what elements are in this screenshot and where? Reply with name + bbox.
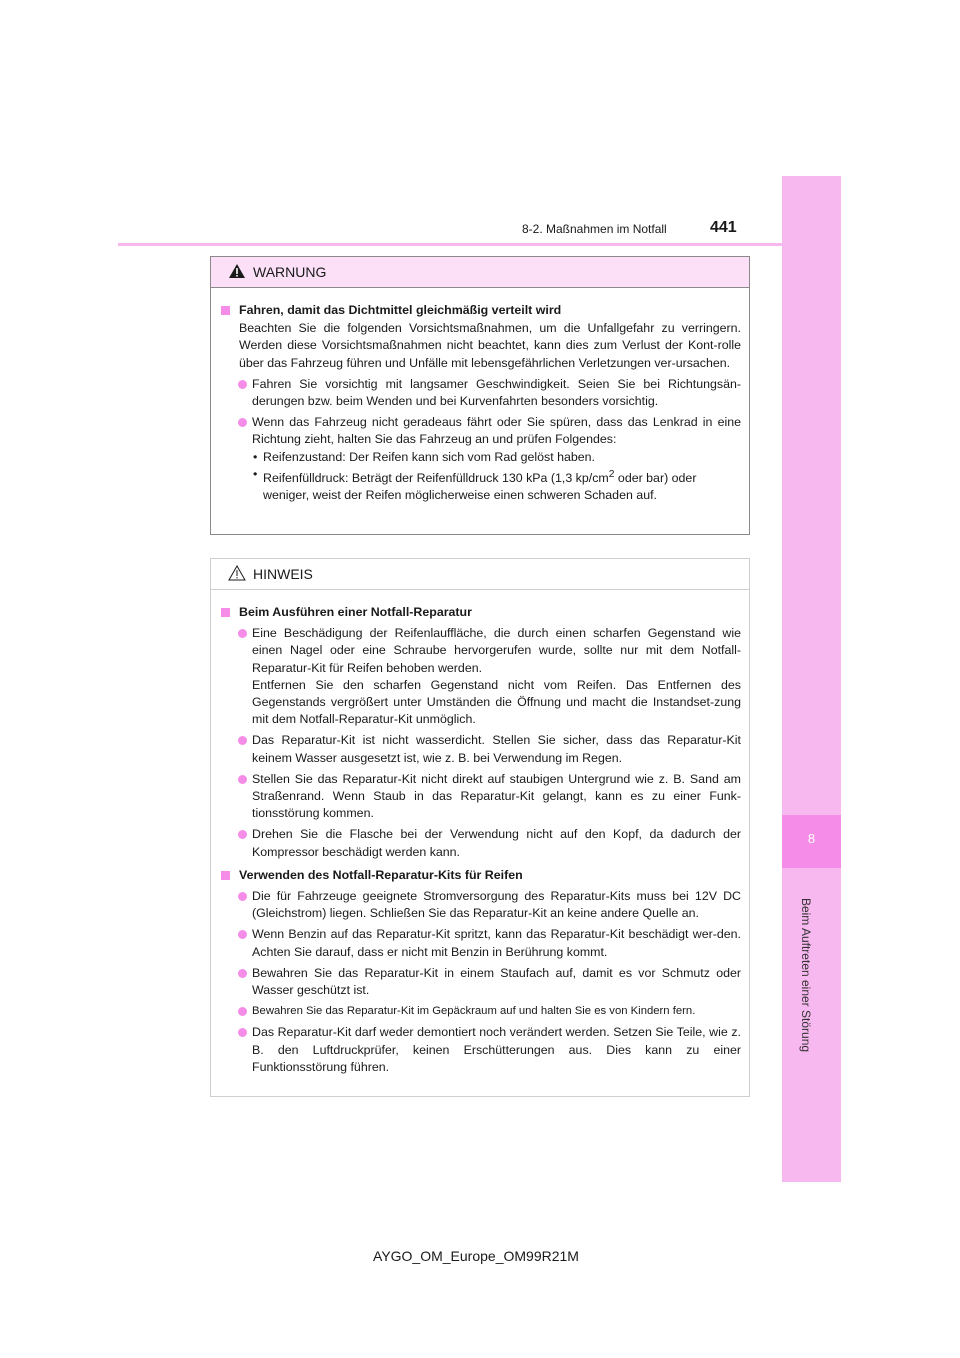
hint-heading-repair: Beim Ausführen einer Notfall-Reparatur xyxy=(221,604,741,621)
warning-header xyxy=(211,257,749,288)
round-bullet-icon xyxy=(238,892,247,901)
caution-outline-icon xyxy=(228,565,246,584)
document-footer: AYGO_OM_Europe_OM99R21M xyxy=(373,1248,579,1264)
round-bullet-icon xyxy=(238,775,247,784)
chapter-number: 8 xyxy=(807,831,816,846)
small-bullet-icon: • xyxy=(253,449,258,464)
round-bullet-icon xyxy=(238,830,247,839)
list-item: Das Reparatur-Kit darf weder demontiert noch verändert werden. Setzen Sie Teile, wie z. B. den Luftdruckprüfer, keinen Erschütterungen aus. Dies kann zu einer Funktionsstörung führen. xyxy=(221,1024,741,1076)
round-bullet-icon xyxy=(238,380,247,389)
page-number: 441 xyxy=(710,219,737,236)
sub-list-item: • Reifenzustand: Der Reifen kann sich vom Rad gelöst haben. xyxy=(221,449,741,466)
chapter-label-wrap xyxy=(796,880,816,1070)
hint-heading-usage: Verwenden des Notfall-Reparatur-Kits für Reifen xyxy=(221,867,741,884)
warning-intro: Beachten Sie die folgenden Vorsichtsmaßnahmen, um die Unfallgefahr zu verringern. Werden diese Vorsichtsmaßnahmen nicht beachtet, kann dies zum Verlust der Kont-rolle über das Fahrzeug führen und Unfälle mit lebensgefährlichen Verletzungen ver-ursachen. xyxy=(239,321,741,370)
list-item: Bewahren Sie das Reparatur-Kit im Gepäckraum auf und halten Sie es von Kindern fern. xyxy=(221,1003,741,1020)
round-bullet-icon xyxy=(238,736,247,745)
round-bullet-icon xyxy=(238,969,247,978)
warning-heading: Fahren, damit das Dichtmittel gleichmäßig verteilt wird xyxy=(221,302,741,319)
list-item: Drehen Sie die Flasche bei der Verwendung nicht auf den Kopf, da dadurch der Kompressor beschädigt werden kann. xyxy=(221,826,741,860)
warning-box xyxy=(210,256,750,535)
square-bullet-icon xyxy=(221,306,230,315)
warning-title: WARNUNG xyxy=(253,264,327,280)
list-item: Wenn Benzin auf das Reparatur-Kit spritzt, kann das Reparatur-Kit beschädigt wer-den. Achten Sie darauf, dass er nicht mit Benzin in Berührung kommt. xyxy=(221,926,741,960)
round-bullet-icon xyxy=(238,629,247,638)
small-bullet-icon: • xyxy=(253,466,258,481)
list-item: Die für Fahrzeuge geeignete Stromversorgung des Reparatur-Kits muss bei 12V DC (Gleichstrom) liegen. Schließen Sie das Reparatur-Kit an keine andere Quelle an. xyxy=(221,888,741,922)
list-item: Das Reparatur-Kit ist nicht wasserdicht. Stellen Sie sicher, dass das Reparatur-Kit keinem Wasser ausgesetzt ist, wie z. B. bei Verwendung im Regen. xyxy=(221,732,741,766)
list-item: Eine Beschädigung der Reifenlauffläche, die durch einen scharfen Gegenstand wie einen Nagel oder eine Schraube hervorgerufen wurde, sollte nur mit dem Notfall-Reparatur-Kit für Reifen behoben werden. Entfernen Sie den scharfen Gegenstand nicht vom Reifen. Das Entfernen des Gegenstands vergrößert unter Umständen die Öffnung und macht die Instandset-zung mit dem Notfall-Reparatur-Kit unmöglich. xyxy=(221,625,741,728)
round-bullet-icon xyxy=(238,418,247,427)
list-item: Wenn das Fahrzeug nicht geradeaus fährt oder Sie spüren, dass das Lenkrad in eine Richtung zieht, halten Sie das Fahrzeug an und prüfen Folgendes: xyxy=(221,414,741,448)
list-item: Bewahren Sie das Reparatur-Kit in einem Staufach auf, damit es vor Schmutz oder Wasser geschützt ist. xyxy=(221,965,741,999)
list-item: Stellen Sie das Reparatur-Kit nicht direkt auf staubigen Untergrund wie z. B. Sand am Straßenrand. Wenn Staub in das Reparatur-Kit gelangt, kann es zu einer Funk-tionsstörung kommen. xyxy=(221,771,741,823)
section-title: 8-2. Maßnahmen im Notfall xyxy=(522,222,667,236)
square-bullet-icon xyxy=(221,608,230,617)
hint-header xyxy=(211,559,749,590)
hint-box xyxy=(210,558,750,1097)
round-bullet-icon xyxy=(238,1007,247,1016)
chapter-number-tab xyxy=(782,815,841,868)
round-bullet-icon xyxy=(238,930,247,939)
header-rule xyxy=(118,243,782,246)
square-bullet-icon xyxy=(221,871,230,880)
round-bullet-icon xyxy=(238,1028,247,1037)
warning-triangle-icon xyxy=(228,263,246,282)
list-item: Fahren Sie vorsichtig mit langsamer Geschwindigkeit. Seien Sie bei Richtungsän-derungen bzw. beim Wenden und bei Kurvenfahrten besonders vorsichtig. xyxy=(221,376,741,410)
chapter-label: Beim Auftreten einer Störung xyxy=(799,897,813,1053)
sub-list-item: • Reifenfülldruck: Beträgt der Reifenfülldruck 130 kPa (1,3 $kp/cm^2$ oder bar) oder weniger, weist der Reifen möglicherweise einen schweren Schaden auf. xyxy=(253,466,697,503)
hint-title: HINWEIS xyxy=(253,566,313,582)
